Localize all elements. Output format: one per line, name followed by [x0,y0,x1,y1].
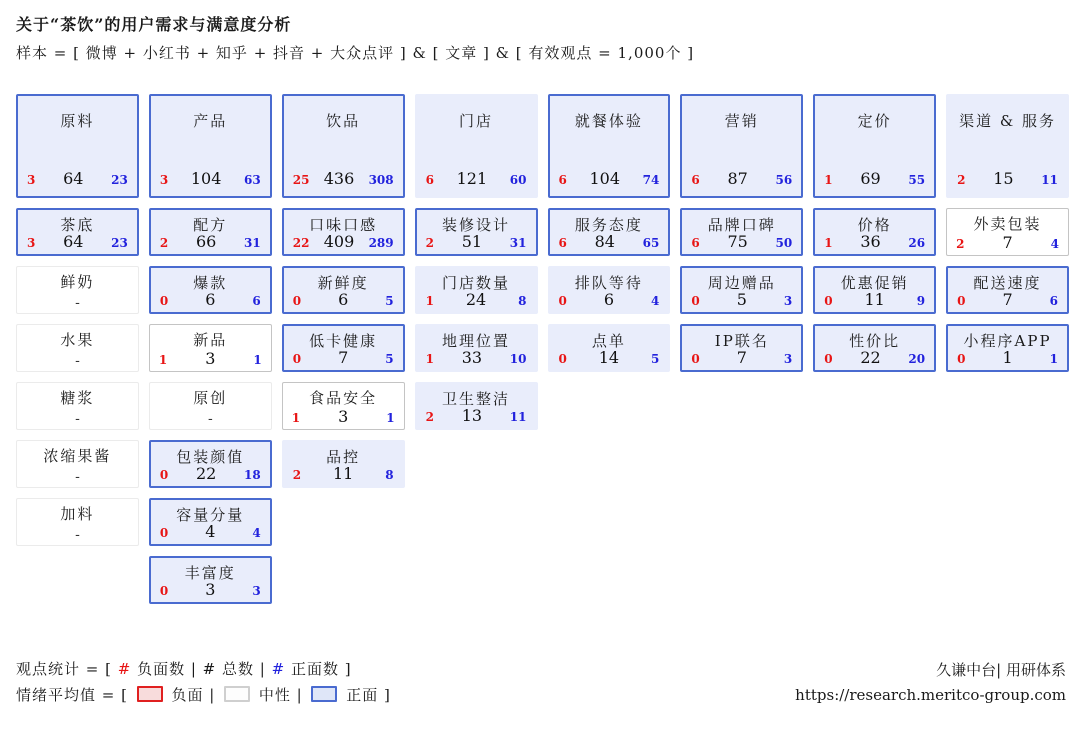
category-card-3-5 [282,382,405,430]
card-label: 食品安全 [309,389,378,407]
card-counts [284,232,403,251]
category-card-2-7 [149,498,272,546]
category-card-6-3 [680,266,803,314]
card-label: 原料 [60,112,95,130]
category-card-2-5 [149,382,272,430]
card-counts [815,348,934,367]
positive-count: 18 [244,468,261,482]
positive-count: 4 [651,294,660,308]
total-count: 84 [594,232,615,251]
category-card-7-4 [813,324,936,372]
legend-sentiment-neu-label: 中性 | [253,686,309,704]
negative-count: 2 [159,236,169,250]
card-counts [151,290,270,309]
category-card-2-4 [149,324,272,372]
card-label: 水果 [60,331,95,349]
card-label: 装修设计 [442,216,511,234]
total-count: 1 [1002,348,1013,367]
negative-count: 0 [957,294,966,308]
card-no-data: - [207,411,213,427]
category-card-4-1 [415,94,538,198]
card-counts [815,169,934,188]
negative-count: 0 [292,294,302,308]
card-label: 门店 [459,112,494,130]
card-counts [417,348,536,367]
card-no-data: - [75,353,80,369]
legend [16,656,391,708]
negative-count: 0 [824,352,833,366]
positive-count: 6 [1049,294,1058,308]
card-label: 定价 [857,112,892,130]
total-count: 15 [993,169,1014,188]
card-counts [417,169,536,188]
category-grid [16,94,1069,604]
positive-count: 6 [252,294,261,308]
negative-swatch-icon [137,686,163,702]
legend-total-label: 总数 | [216,660,272,678]
category-card-3-1 [282,94,405,198]
negative-count: 0 [691,294,700,308]
card-counts [550,348,669,367]
total-count: 7 [736,348,747,367]
total-count: 6 [603,290,615,309]
legend-counts-prefix: 观点统计 = [ [16,660,118,678]
sample-note: 样本 = [ 微博 + 小红书 + 知乎 + 抖音 + 大众点评 ] & [ 文章 ] & [ 有效观点 = 1,000个 ] [16,44,695,62]
category-card-7-2 [813,208,936,256]
total-count: 121 [456,169,488,188]
total-count: 3 [205,349,216,368]
total-count: 3 [205,580,216,599]
negative-count: 2 [956,237,965,251]
card-no-data: - [75,411,80,427]
card-counts [948,348,1067,367]
card-no-data: - [75,469,80,485]
category-card-1-6 [16,440,139,488]
positive-count: 308 [368,173,394,187]
category-card-1-7 [16,498,139,546]
category-card-8-1 [946,94,1069,198]
legend-pos-label: 正面数 ] [285,660,352,678]
card-counts [948,290,1067,309]
card-counts [284,464,403,483]
category-card-6-4 [680,324,803,372]
card-label: 渠道 & 服务 [959,112,1056,130]
card-label: 外卖包装 [973,215,1042,233]
card-counts [284,348,403,367]
card-counts [417,290,536,309]
card-label: 配送速度 [973,274,1042,292]
legend-neg-label: 负面数 | [131,660,203,678]
card-counts [151,522,270,541]
card-counts [682,232,801,251]
total-count: 22 [860,348,881,367]
card-no-data: - [75,527,80,543]
total-count: 5 [736,290,747,309]
total-count: 104 [589,169,621,188]
negative-count: 3 [159,173,169,187]
total-count: 22 [195,464,217,483]
positive-count: 11 [509,410,527,424]
card-label: 品牌口碑 [707,216,776,234]
category-card-4-4 [415,324,538,372]
total-count: 6 [205,290,216,309]
positive-count: 5 [385,352,394,366]
positive-count: 5 [385,294,394,308]
positive-count: 3 [783,352,793,366]
card-counts [682,290,801,309]
card-label: 地理位置 [442,332,511,350]
card-label: 饮品 [326,112,361,130]
negative-count: 0 [558,294,567,308]
legend-sentiment-neg-label: 负面 | [165,686,222,704]
negative-count: 25 [292,173,310,187]
card-label: 品控 [326,448,361,466]
category-card-6-1 [680,94,803,198]
card-label: 营销 [724,112,759,130]
category-card-1-2 [16,208,139,256]
card-counts [284,290,403,309]
negative-count: 2 [425,236,434,250]
total-count: 69 [860,169,881,188]
negative-count: 0 [824,294,833,308]
card-label: 包装颜值 [176,448,245,466]
positive-count: 1 [1049,352,1058,366]
positive-count: 50 [775,236,793,250]
card-counts [682,169,801,188]
positive-count: 3 [783,294,793,308]
card-counts [18,169,137,188]
category-card-3-6 [282,440,405,488]
card-label: 原创 [193,389,228,407]
positive-count: 4 [252,526,261,540]
negative-count: 6 [558,173,567,187]
neutral-swatch-icon [224,686,250,702]
positive-swatch-icon [311,686,337,702]
card-label: 价格 [857,216,892,234]
category-card-8-3 [946,266,1069,314]
category-card-1-4 [16,324,139,372]
negative-count: 0 [691,352,700,366]
category-card-1-5 [16,382,139,430]
negative-count: 3 [27,173,36,187]
category-card-5-3 [548,266,671,314]
positive-count: 60 [509,173,527,187]
total-count: 24 [465,290,487,309]
category-card-6-2 [680,208,803,256]
category-card-4-5 [415,382,538,430]
positive-count: 65 [642,236,660,250]
negative-count: 1 [158,353,168,367]
positive-count: 20 [908,352,926,366]
card-label: 爆款 [193,274,228,292]
card-label: 新鲜度 [317,274,369,292]
negative-count: 6 [558,236,567,250]
legend-sentiment-pos-label: 正面 ] [340,686,391,704]
negative-count: 6 [691,173,700,187]
total-count: 87 [727,169,748,188]
card-counts [18,232,137,251]
card-label: 就餐体验 [574,112,643,130]
total-hash-symbol: # [202,660,217,678]
total-count: 64 [63,232,84,251]
positive-count: 23 [111,236,128,250]
total-count: 436 [323,169,355,188]
total-count: 11 [864,290,885,309]
positive-count: 4 [1050,237,1059,251]
negative-count: 1 [824,236,833,250]
positive-count: 74 [642,173,660,187]
source-url: https://research.meritco-group.com [795,686,1066,704]
negative-count: 2 [292,468,302,482]
card-counts [815,232,934,251]
positive-count: 23 [111,173,128,187]
card-counts [682,348,801,367]
positive-count: 8 [385,468,394,482]
total-count: 64 [63,169,84,188]
report-header [16,12,694,63]
category-card-2-1 [149,94,272,198]
card-label: 周边赠品 [707,274,776,292]
total-count: 6 [338,290,349,309]
card-label: 性价比 [849,332,901,350]
total-count: 36 [860,232,881,251]
total-count: 33 [461,348,483,367]
category-card-5-4 [548,324,671,372]
card-label: 低卡健康 [309,332,378,350]
card-counts [151,464,270,483]
category-card-3-3 [282,266,405,314]
positive-count: 9 [916,294,926,308]
negative-count: 0 [159,468,169,482]
source-org: 久谦中台| 用研体系 [936,661,1066,679]
card-label: 新品 [193,331,228,349]
card-label: 鲜奶 [60,273,95,291]
card-counts [815,290,934,309]
positive-count: 31 [244,236,261,250]
negative-count: 0 [159,584,169,598]
card-counts [550,169,669,188]
page-title: 关于“茶饮”的用户需求与满意度分析 [16,15,292,34]
negative-count: 3 [27,236,36,250]
card-label: 优惠促销 [840,274,909,292]
positive-count: 3 [252,584,261,598]
total-count: 51 [461,232,483,251]
negative-count: 6 [425,173,434,187]
card-counts [550,232,669,251]
card-label: 茶底 [60,216,95,234]
card-counts [284,169,403,188]
positive-count: 11 [1041,173,1058,187]
card-label: 排队等待 [574,274,643,292]
total-count: 7 [338,348,349,367]
card-label: 浓缩果酱 [43,447,112,465]
total-count: 7 [1002,290,1013,309]
card-counts [151,232,270,251]
category-card-4-2 [415,208,538,256]
category-card-5-2 [548,208,671,256]
positive-count: 1 [253,353,262,367]
category-card-2-3 [149,266,272,314]
negative-count: 1 [824,173,833,187]
card-label: 点单 [591,332,626,350]
source-attribution [795,658,1066,708]
positive-count: 56 [775,173,793,187]
positive-count: 55 [908,173,926,187]
card-counts [947,233,1068,252]
positive-count: 31 [509,236,527,250]
negative-count: 0 [558,352,567,366]
category-card-2-8 [149,556,272,604]
total-count: 66 [195,232,217,251]
total-count: 7 [1002,233,1013,252]
negative-count: 0 [159,294,169,308]
positive-count: 63 [244,173,261,187]
legend-sentiment-prefix: 情绪平均值 = [ [16,686,134,704]
negative-count: 0 [159,526,169,540]
negative-count: 6 [691,236,700,250]
card-label: IP联名 [714,332,769,350]
positive-count: 289 [368,236,394,250]
category-card-8-2 [946,208,1069,256]
category-card-1-1 [16,94,139,198]
card-counts [151,580,270,599]
total-count: 14 [598,348,620,367]
total-count: 409 [323,232,355,251]
category-card-7-3 [813,266,936,314]
negative-count: 22 [292,236,310,250]
card-counts [151,169,270,188]
card-label: 口味口感 [309,216,378,234]
card-label: 门店数量 [442,274,511,292]
card-counts [417,232,536,251]
card-counts [283,407,404,426]
card-label: 丰富度 [184,564,236,582]
positive-hash-symbol: # [271,660,286,678]
negative-count: 1 [425,294,434,308]
negative-count: 2 [957,173,966,187]
card-label: 卫生整洁 [442,390,511,408]
category-card-4-3 [415,266,538,314]
category-card-3-2 [282,208,405,256]
card-counts [150,349,271,368]
negative-count: 0 [292,352,302,366]
card-counts [948,169,1067,188]
positive-count: 1 [386,411,395,425]
card-label: 产品 [193,112,228,130]
legend-sentiment-line [16,682,391,708]
negative-count: 2 [425,410,434,424]
total-count: 11 [333,464,354,483]
card-no-data: - [75,295,80,311]
card-label: 配方 [193,216,228,234]
category-card-2-2 [149,208,272,256]
category-card-7-1 [813,94,936,198]
card-counts [417,406,536,425]
legend-counts-line [16,656,391,682]
positive-count: 10 [509,352,527,366]
positive-count: 5 [651,352,660,366]
category-card-8-4 [946,324,1069,372]
negative-count: 1 [291,411,301,425]
negative-count: 1 [425,352,434,366]
positive-count: 26 [908,236,926,250]
card-label: 加料 [60,505,95,523]
total-count: 4 [205,522,216,541]
category-card-1-3 [16,266,139,314]
positive-count: 8 [518,294,527,308]
card-label: 容量分量 [176,506,245,524]
card-label: 小程序APP [963,332,1052,350]
card-counts [550,290,669,309]
negative-count: 0 [957,352,966,366]
total-count: 75 [727,232,748,251]
total-count: 104 [190,169,222,188]
category-card-3-4 [282,324,405,372]
total-count: 3 [338,407,349,426]
category-card-2-6 [149,440,272,488]
total-count: 13 [461,406,483,425]
negative-hash-symbol: # [117,660,132,678]
category-card-5-1 [548,94,671,198]
card-label: 糖浆 [60,389,95,407]
card-label: 服务态度 [574,216,643,234]
